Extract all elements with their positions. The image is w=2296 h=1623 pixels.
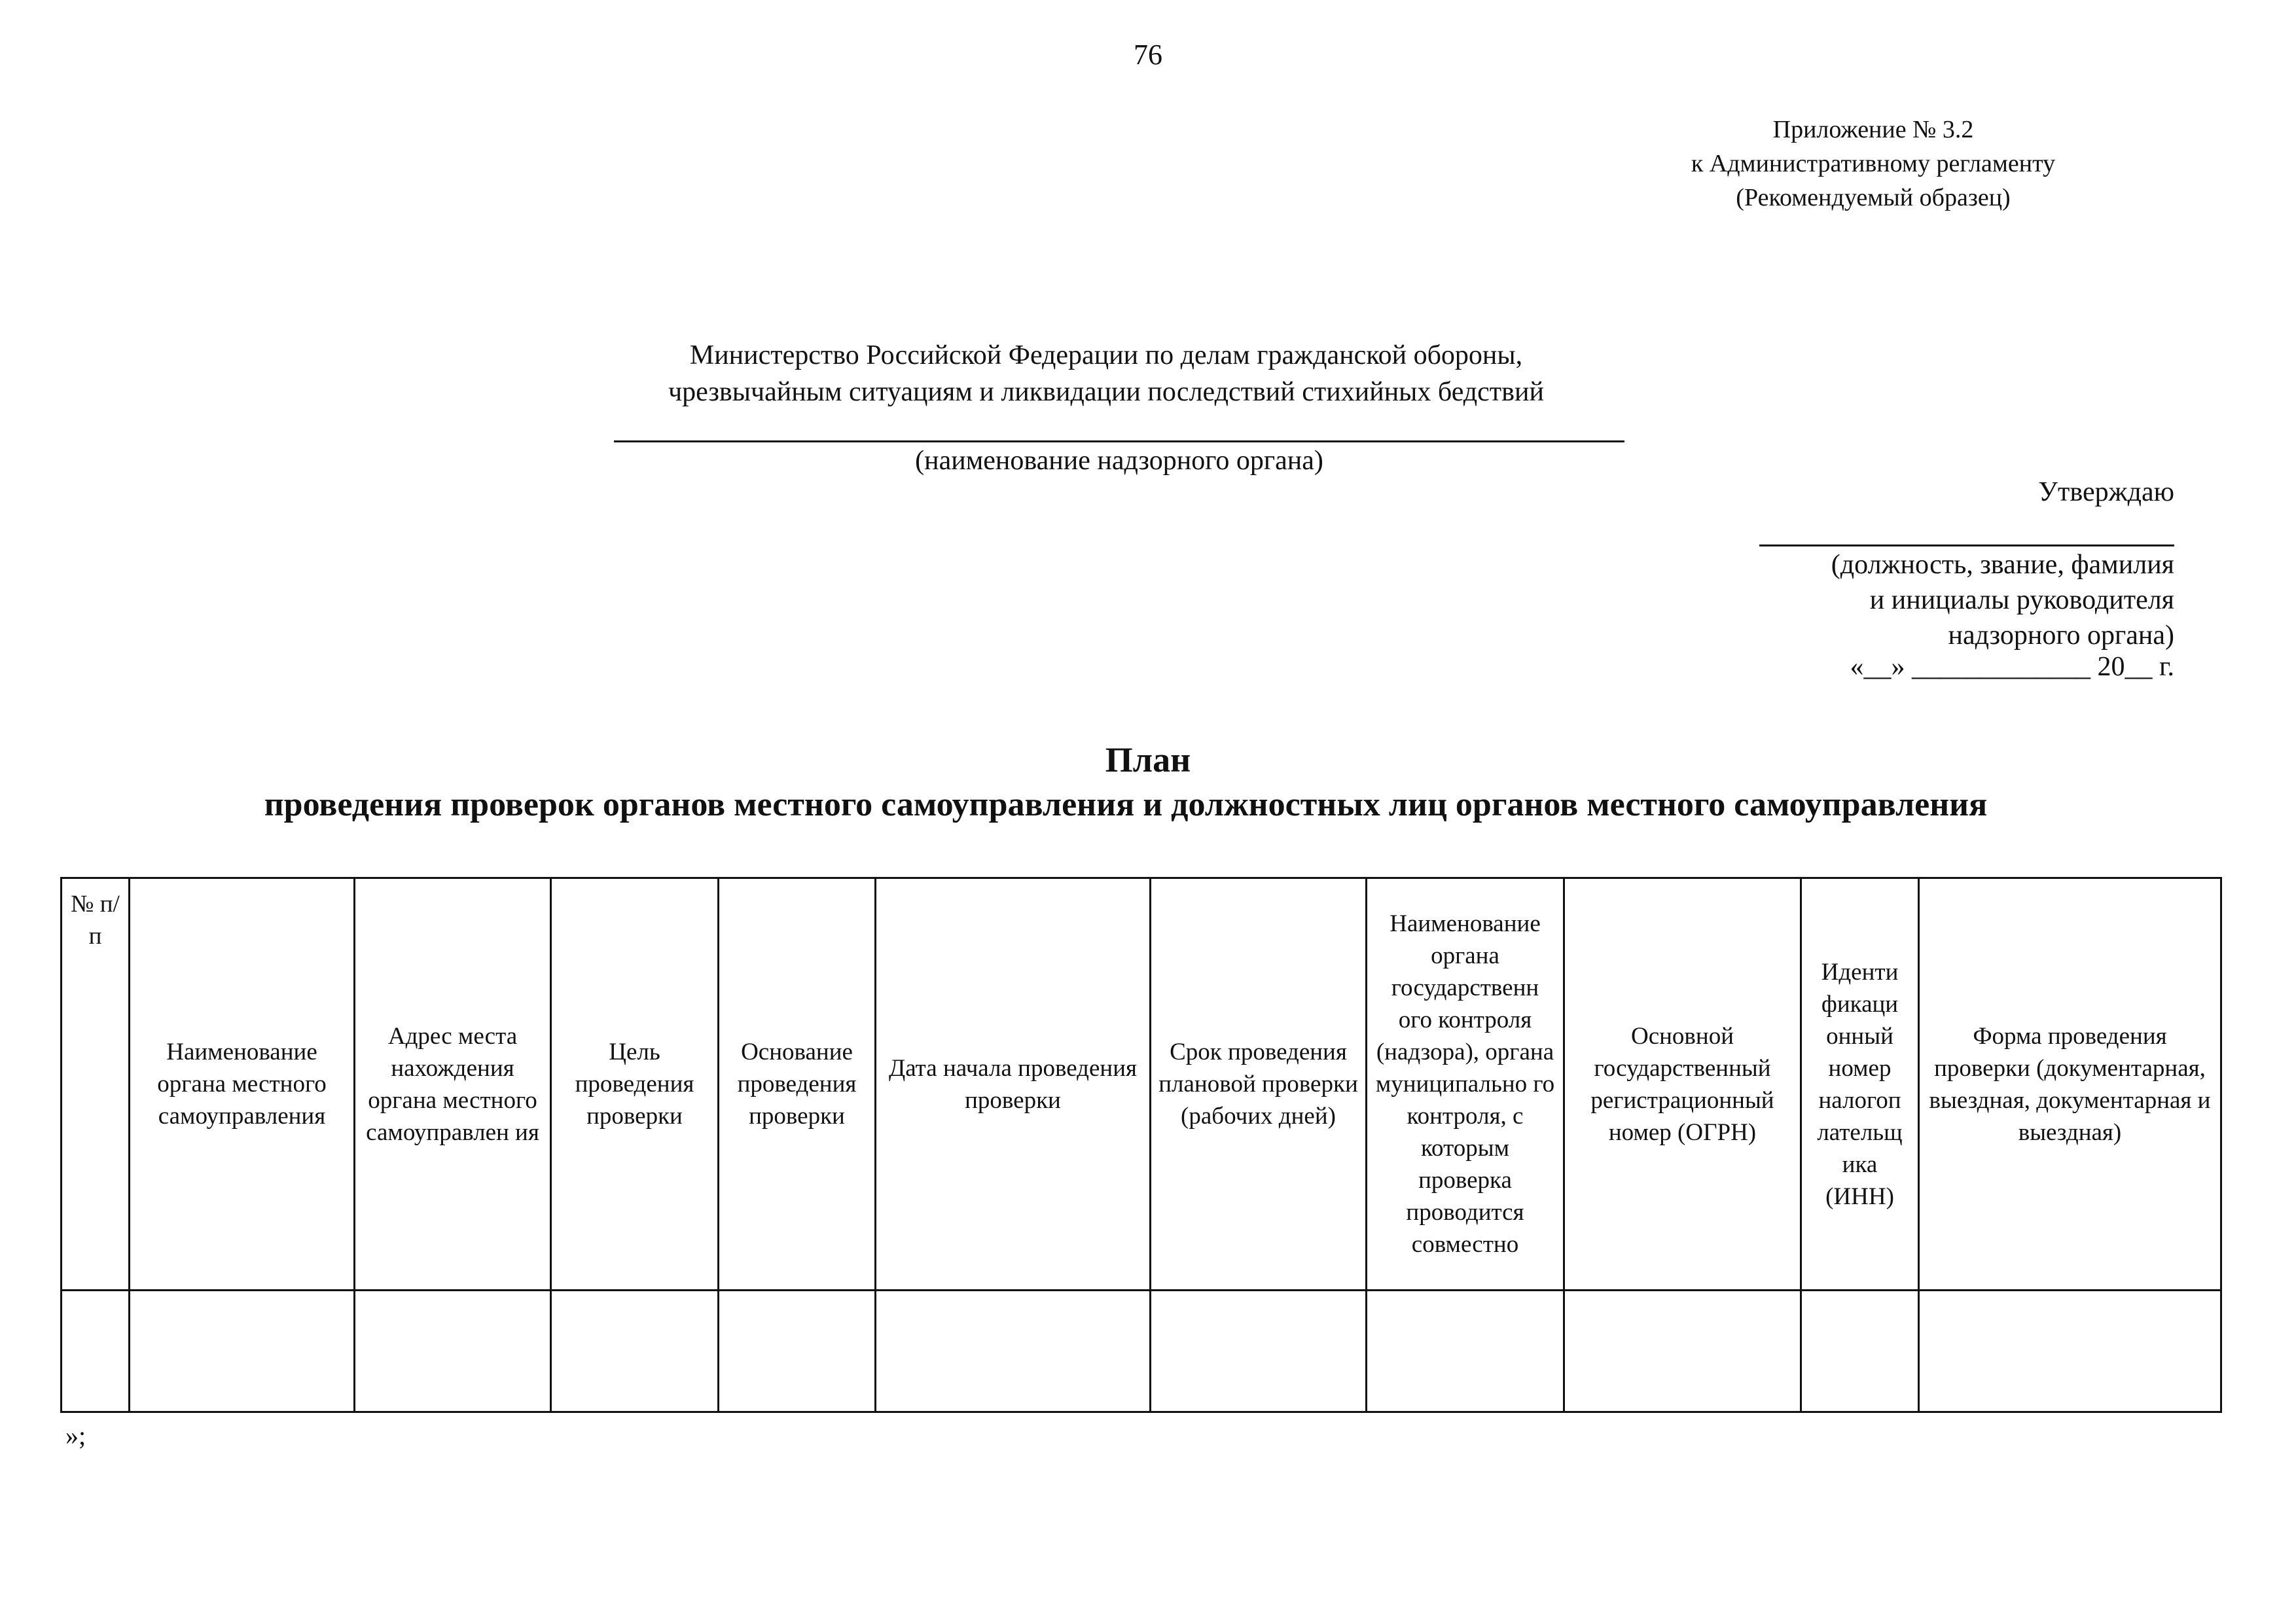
- table-cell: [355, 1291, 551, 1412]
- table-header-row: [62, 878, 2221, 1291]
- approver-caption-line-2: и инициалы руководителя: [1869, 585, 2174, 615]
- ministry-name-line-1: Министерство Российской Федерации по делам гражданской обороны,: [689, 340, 1523, 370]
- table-cell: [551, 1291, 719, 1412]
- ministry-name: [458, 337, 1754, 410]
- approver-caption-line-1: (должность, звание, фамилия: [1831, 550, 2174, 580]
- page-number: 76: [1134, 39, 1162, 71]
- table-cell: [719, 1291, 876, 1412]
- header-inspection-purpose: Цель проведения проверки: [551, 878, 719, 1291]
- header-ogrn: Основной государственный регистрационный номер (ОГРН): [1564, 878, 1801, 1291]
- header-number: № п/п: [62, 878, 130, 1291]
- header-duration: Срок проведения плановой проверки (рабочих дней): [1151, 878, 1367, 1291]
- org-name-caption: (наименование надзорного органа): [915, 446, 1323, 476]
- appendix-reference: к Административному регламенту: [1691, 150, 2056, 177]
- table-row: [62, 1291, 2221, 1412]
- appendix-number: Приложение № 3.2: [1772, 116, 1974, 143]
- header-start-date: Дата начала проведения проверки: [876, 878, 1151, 1291]
- header-body-name: Наименование органа местного самоуправления: [130, 878, 355, 1291]
- header-joint-control-body: Наименование органа государственн ого контроля (надзора), органа муниципально го контроля, с которым проверка проводится совместно: [1367, 878, 1564, 1291]
- header-inn: Иденти фикаци онный номер налогоп лательщ ика (ИНН): [1801, 878, 1919, 1291]
- table-cell: [1564, 1291, 1801, 1412]
- header-body-address: Адрес места нахождения органа местного самоуправлен ия: [355, 878, 551, 1291]
- ministry-name-line-2: чрезвычайным ситуациям и ликвидации последствий стихийных бедствий: [668, 377, 1544, 407]
- table-cell: [1151, 1291, 1367, 1412]
- approve-label: Утверждаю: [2038, 477, 2174, 507]
- table-cell: [1801, 1291, 1919, 1412]
- header-inspection-form: Форма проведения проверки (документарная, выездная, документарная и выездная): [1919, 878, 2221, 1291]
- plan-subtitle: проведения проверок органов местного самоуправления и должностных лиц органов местного самоуправления: [264, 786, 1988, 823]
- appendix-header: [1579, 113, 2168, 215]
- approval-date-line: «__» _____________ 20__ г.: [1850, 652, 2174, 682]
- table-cell: [1367, 1291, 1564, 1412]
- approver-caption-line-3: надзорного органа): [1948, 620, 2174, 651]
- approver-caption: [1831, 547, 2174, 653]
- org-name-underline: [614, 440, 1624, 442]
- header-inspection-basis: Основание проведения проверки: [719, 878, 876, 1291]
- table-cell: [130, 1291, 355, 1412]
- closing-quote-mark: »;: [65, 1421, 86, 1450]
- table-cell: [1919, 1291, 2221, 1412]
- appendix-note: (Рекомендуемый образец): [1736, 184, 2011, 211]
- approver-signature-line: [1759, 544, 2174, 546]
- plan-title: План: [1105, 740, 1191, 779]
- table-cell: [62, 1291, 130, 1412]
- inspection-plan-table: [60, 877, 2222, 1413]
- table-cell: [876, 1291, 1151, 1412]
